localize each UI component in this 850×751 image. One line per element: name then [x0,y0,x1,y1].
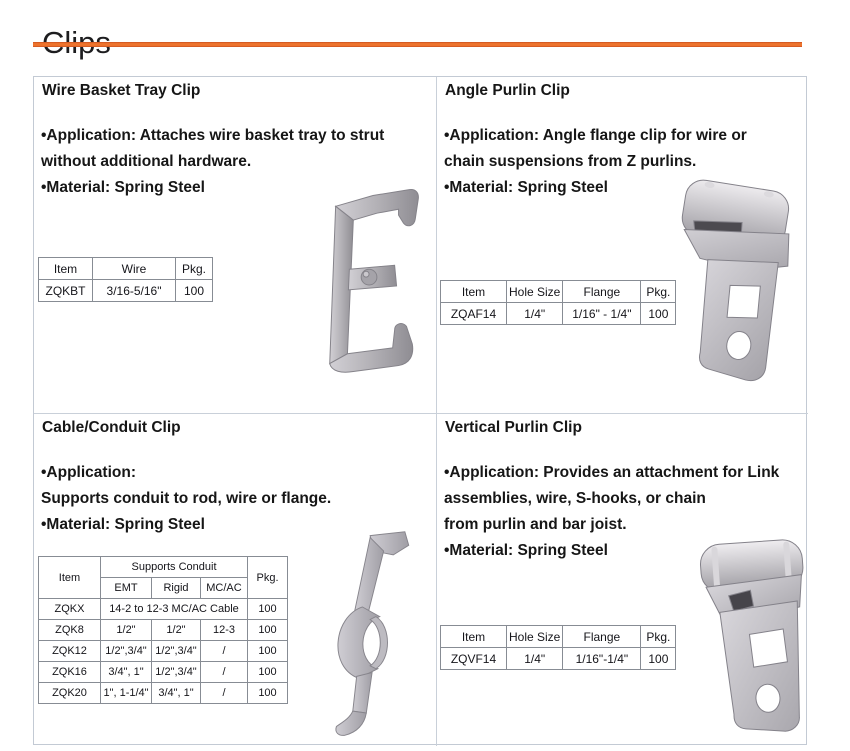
spec-table-wire-basket [38,257,213,302]
product-description [41,460,331,538]
table-row [441,648,676,670]
table-row [39,662,288,683]
table-header-row [39,258,213,280]
col-header-item: Item [39,557,101,599]
description-line: chain suspensions from Z purlins. [444,153,697,170]
table-row [39,599,288,620]
cell-pkg: 100 [248,599,288,620]
col-header: Pkg. [641,626,676,648]
orange-title-rule [33,42,802,47]
col-header: Item [39,258,93,280]
product-title: Cable/Conduit Clip [42,419,181,436]
wire-basket-tray-clip-photo [314,163,430,403]
col-header: Flange [563,626,641,648]
table-header-row [441,626,676,648]
catalog-grid [33,76,807,745]
table-row [39,620,288,641]
cell-flange: 1/16"-1/4" [563,648,641,670]
description-line: without additional hardware. [41,153,252,170]
cell-pkg: 100 [248,620,288,641]
col-header-mcac: MC/AC [201,578,248,599]
col-header-emt: EMT [101,578,152,599]
product-title: Wire Basket Tray Clip [42,82,201,99]
col-header-group: Supports Conduit [101,557,248,578]
cell-emt: 3/4", 1" [101,662,152,683]
cell-pkg: 100 [248,641,288,662]
table-row [39,683,288,704]
cell-pkg: 100 [248,683,288,704]
table-header-row [39,557,288,578]
product-cell-wire-basket-tray-clip [34,77,437,414]
col-header: Pkg. [641,281,676,303]
cell-mcac: 12-3 [201,620,248,641]
col-header: Flange [563,281,641,303]
cell-flange: 1/16" - 1/4" [563,303,641,325]
description-line: •Application: Provides an attachment for Link [444,464,780,481]
cell-item: ZQKBT [39,280,93,302]
cell-pkg: 100 [641,303,676,325]
cell-mcac: / [201,683,248,704]
spec-table-cable-conduit [38,556,288,704]
description-line: •Material: Spring Steel [41,516,205,533]
product-title: Angle Purlin Clip [445,82,570,99]
cell-item: ZQK16 [39,662,101,683]
cell-span: 14-2 to 12-3 MC/AC Cable [101,599,248,620]
cable-conduit-clip-photo [320,520,428,746]
description-line: Supports conduit to rod, wire or flange. [41,490,332,507]
description-line: •Application: Attaches wire basket tray to strut [41,127,385,144]
cell-hole-size: 1/4" [507,648,563,670]
table-row [39,280,213,302]
col-header: Item [441,281,507,303]
cell-emt: 1/2",3/4" [101,641,152,662]
cell-rigid: 3/4", 1" [152,683,201,704]
spec-table-angle-purlin [440,280,676,325]
col-header: Hole Size [507,626,563,648]
cell-rigid: 1/2" [152,620,201,641]
table-header-row [441,281,676,303]
cell-wire: 3/16-5/16" [93,280,176,302]
cell-item: ZQKX [39,599,101,620]
description-line: from purlin and bar joist. [444,516,627,533]
description-line: •Material: Spring Steel [444,179,608,196]
product-title: Vertical Purlin Clip [445,419,582,436]
col-header: Item [441,626,507,648]
cell-item: ZQK20 [39,683,101,704]
col-header: Pkg. [176,258,213,280]
cell-item: ZQVF14 [441,648,507,670]
table-row [39,641,288,662]
description-line: •Application: [41,464,136,481]
product-cell-vertical-purlin-clip [437,414,808,746]
description-line: assemblies, wire, S-hooks, or chain [444,490,706,507]
cell-rigid: 1/2",3/4" [152,662,201,683]
col-header-pkg: Pkg. [248,557,288,599]
col-header-rigid: Rigid [152,578,201,599]
cell-item: ZQK12 [39,641,101,662]
cell-rigid: 1/2",3/4" [152,641,201,662]
cell-hole-size: 1/4" [507,303,563,325]
cell-pkg: 100 [176,280,213,302]
vertical-purlin-clip-photo [688,516,808,746]
col-header: Hole Size [507,281,563,303]
description-line: •Material: Spring Steel [444,542,608,559]
cell-pkg: 100 [248,662,288,683]
cell-mcac: / [201,641,248,662]
table-row [441,303,676,325]
spec-table-vertical-purlin [440,625,676,670]
cell-item: ZQK8 [39,620,101,641]
col-header: Wire [93,258,176,280]
cell-emt: 1/2" [101,620,152,641]
product-cell-cable-conduit-clip [34,414,437,746]
cell-mcac: / [201,662,248,683]
product-cell-angle-purlin-clip [437,77,808,414]
angle-purlin-clip-photo [670,170,808,400]
description-line: •Application: Angle flange clip for wire or [444,127,747,144]
description-line: •Material: Spring Steel [41,179,205,196]
cell-pkg: 100 [641,648,676,670]
cell-emt: 1", 1-1/4" [101,683,152,704]
cell-item: ZQAF14 [441,303,507,325]
